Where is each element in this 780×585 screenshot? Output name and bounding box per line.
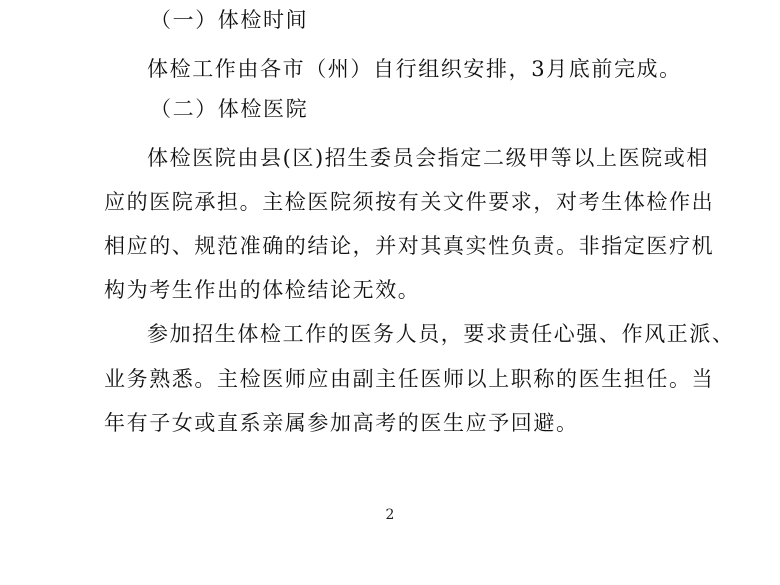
paragraph-line: 相应的、规范准确的结论，并对其真实性负责。非指定医疗机 <box>104 234 715 258</box>
paragraph-line: 参加招生体检工作的医务人员，要求责任心强、作风正派、 <box>147 322 735 346</box>
paragraph-line: 构为考生作出的体检结论无效。 <box>104 278 421 302</box>
section-heading-exam-hospital: （二）体检医院 <box>150 97 309 121</box>
section-heading-exam-time: （一）体检时间 <box>150 8 309 32</box>
paragraph-line: 年有子女或直系亲属参加高考的医生应予回避。 <box>104 411 579 435</box>
paragraph-line: 体检医院由县(区)招生委员会指定二级甲等以上医院或相 <box>147 146 709 170</box>
page-number: 2 <box>385 507 395 523</box>
paragraph-line: 业务熟悉。主检医师应由副主任医师以上职称的医生担任。当 <box>104 367 715 391</box>
paragraph-exam-time: 体检工作由各市（州）自行组织安排，3月底前完成。 <box>147 57 682 81</box>
paragraph-line: 应的医院承担。主检医院须按有关文件要求，对考生体检作出 <box>104 190 715 214</box>
